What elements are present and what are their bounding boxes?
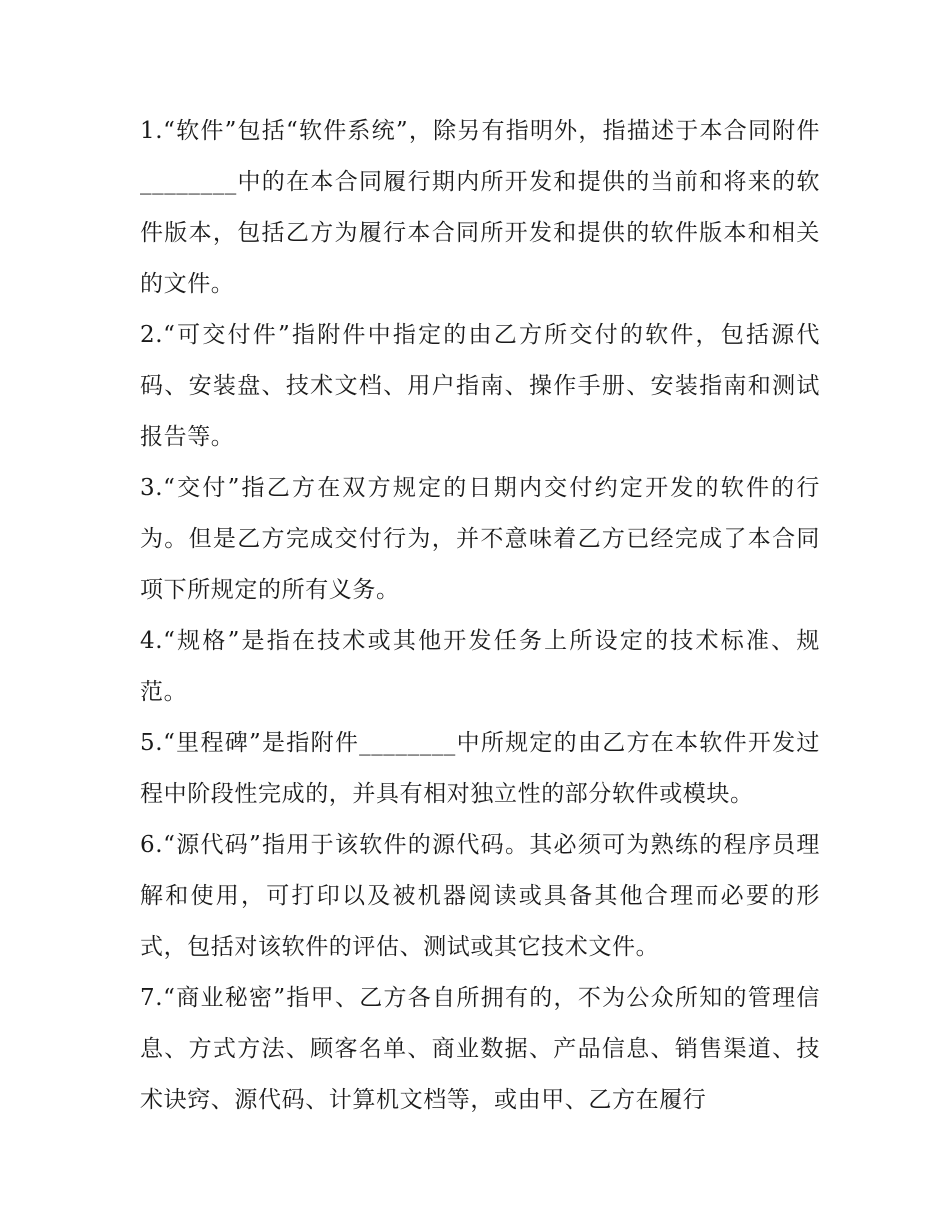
clause-1: 1.“软件”包括“软件系统”，除另有指明外，指描述于本合同附件________中的在本合同履行期内所开发和提供的当前和将来的软件版本，包括乙方为履行本合同所开发和提供的软件版本和相关的文件。 <box>140 118 820 297</box>
clause-7: 7.“商业秘密”指甲、乙方各自所拥有的，不为公众所知的管理信息、方式方法、顾客名单、商业数据、产品信息、销售渠道、技术诀窍、源代码、计算机文档等，或由甲、乙方在履行 <box>140 985 820 1113</box>
clause-4: 4.“规格”是指在技术或其他开发任务上所设定的技术标准、规范。 <box>140 628 820 705</box>
clause-3: 3.“交付”指乙方在双方规定的日期内交付约定开发的软件的行为。但是乙方完成交付行为，并不意味着乙方已经完成了本合同项下所规定的所有义务。 <box>140 475 820 603</box>
document-body <box>140 106 820 1126</box>
clause-5: 5.“里程碑”是指附件________中所规定的由乙方在本软件开发过程中阶段性完成的，并具有相对独立性的部分软件或模块。 <box>140 730 820 807</box>
clause-6: 6.“源代码”指用于该软件的源代码。其必须可为熟练的程序员理解和使用，可打印以及被机器阅读或具备其他合理而必要的形式，包括对该软件的评估、测试或其它技术文件。 <box>140 832 820 960</box>
clause-2: 2.“可交付件”指附件中指定的由乙方所交付的软件，包括源代码、安装盘、技术文档、用户指南、操作手册、安装指南和测试报告等。 <box>140 322 820 450</box>
